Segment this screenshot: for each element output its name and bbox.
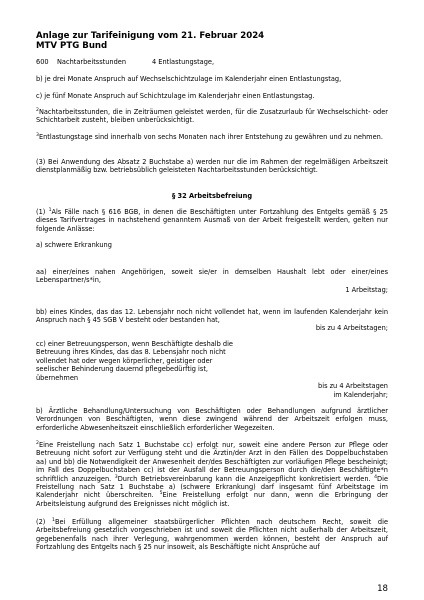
hours-label: Nachtarbeitsstunden bbox=[57, 58, 127, 66]
item-cc-duration: bis zu 4 Arbeitstagen bbox=[318, 382, 388, 390]
hours-value: 600 bbox=[36, 58, 49, 66]
item-bb: bb) eines Kindes, das das 12. Lebensjahr noch nicht vollendet hat, wenn im laufenden Kalenderjahr kein Anspruch nach § 45 SGB V besteht oder bestanden hat, bbox=[36, 308, 388, 325]
page-number: 18 bbox=[377, 584, 388, 594]
item-a: a) schwere Erkrankung bbox=[36, 241, 112, 249]
item-cc-period: im Kalenderjahr; bbox=[333, 391, 388, 399]
days-value: 4 Entlastungstage, bbox=[152, 58, 215, 66]
paragraph-3: (3) Bei Anwendung des Absatz 2 Buchstabe a) werden nur die im Rahmen der regelmäßigen Arbeitszeit dienstplanmäßig bzw. betriebsüblich geleisteten Nachtarbeitsstunden berücksichtigt. bbox=[36, 158, 388, 175]
item-aa-duration: 1 Arbeitstag; bbox=[345, 286, 388, 294]
paragraph-relief-days: $^3$Entlastungstage sind innerhalb von sechs Monaten nach ihrer Entstehung zu gewähren und zu nehmen. bbox=[36, 132, 383, 141]
section-paragraph-2: (2) $^1$Bei Erfüllung allgemeiner staatsbürgerlicher Pflichten nach deutschem Recht, soweit die Arbeitsbefreiung gesetzlich vorgeschrieben ist und soweit die Pflichten nicht außerhalb der Arbeitszeit, gegebenenfalls nach ihrer Verlegung, wahrgenommen werden können, besteht der Anspruch auf Fortzahlung des Entgelts nach § 25 nur insoweit, als Beschäftigte nicht Ansprüche auf bbox=[36, 517, 388, 552]
document-subtitle: MTV PTG Bund bbox=[36, 41, 108, 51]
paragraph-c: c) je fünf Monate Anspruch auf Schichtzulage im Kalenderjahr einen Entlastungstag. bbox=[36, 92, 315, 100]
item-aa: aa) einer/eines nahen Angehörigen, soweit sie/er in demselben Haushalt lebt oder einer/eines Lebenspartner/s*in, bbox=[36, 268, 388, 285]
section-paragraph-1: (1) $^1$Als Fälle nach § 616 BGB, in denen die Beschäftigten unter Fortzahlung des Entgelts gemäß § 25 dieses Tarifvertrages in nachstehend genanntem Ausmaß von der Arbeit freigestellt werden, gelten nur folgende Anlässe: bbox=[36, 207, 389, 233]
item-b: b) Ärztliche Behandlung/Untersuchung von Beschäftigten oder Behandlungen aufgrund ärztlicher Verordnungen von Beschäftigten, wenn diese zwingend während der Arbeitszeit erfolgen muss, erforderliche Abwesenheitszeit einschließlich erforderlicher Wegezeiten. bbox=[36, 407, 388, 432]
section-heading: § 32 Arbeitsbefreiung bbox=[171, 192, 253, 200]
document-title: Anlage zur Tarifeinigung vom 21. Februar 2024 bbox=[36, 31, 265, 41]
paragraph-b: b) je drei Monate Anspruch auf Wechselschichtzulage im Kalenderjahr einen Entlastungstag, bbox=[36, 75, 342, 83]
item-cc: cc) einer Betreuungsperson, wenn Beschäftigte deshalb die Betreuung ihres Kindes, das das 8. Lebensjahr noch nicht vollendet hat oder wegen körperlicher, geistiger oder seelischer Behinderung dauernd pflegebedürftig ist, übernehmen bbox=[36, 340, 233, 382]
section-paragraph-1-continued: $^2$Eine Freistellung nach Satz 1 Buchstabe cc) erfolgt nur, soweit eine andere Person zur Pflege oder Betreuung nicht sofort zur Verfügung steht und die Ärztin/der Arzt in den Fällen des Doppelbuchstaben aa) und bb) die Notwendigkeit der Anwesenheit der/des Beschäftigten zur vorläufigen Pflege bescheinigt; im Fall des Doppelbuchstaben cc) ist der Ausfall der Betreuungsperson durch die/den Beschäftigte*n schriftlich anzuzeigen. $^3$Durch Betriebsvereinbarung kann die Anzeigepflicht konkretisiert werden. $^4$Die Freistellung nach Satz 1 Buchstabe a) (schwere Erkrankung) darf insgesamt fünf Arbeitstage im Kalenderjahr nicht überschreiten. $^5$Eine Freistellung erfolgt nur dann, wenn die Erbringung der Arbeitsleistung aufgrund des Ereignisses nicht möglich ist. bbox=[36, 440, 388, 508]
item-bb-duration: bis zu 4 Arbeitstagen; bbox=[315, 324, 388, 332]
paragraph-night-hours: $^2$Nachtarbeitsstunden, die in Zeiträumen geleistet werden, für die Zusatzurlaub für Wechselschicht- oder Schichtarbeit zusteht, bleiben unberücksichtigt. bbox=[36, 107, 388, 125]
